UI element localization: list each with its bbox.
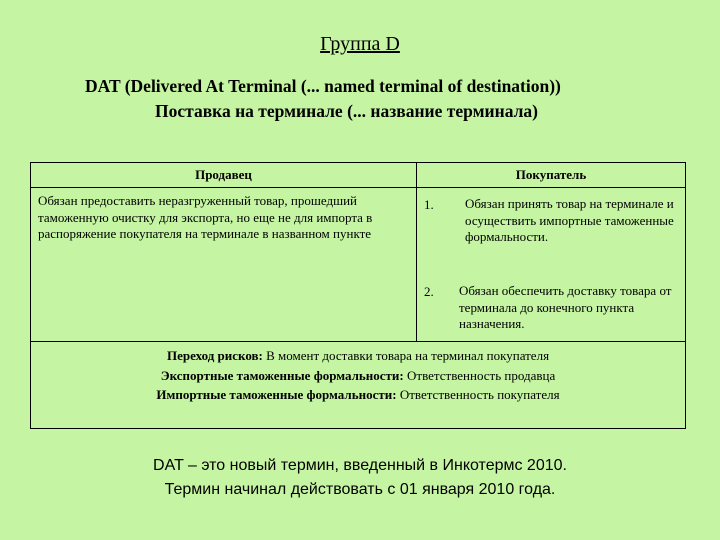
export-formalities-line (31, 368, 685, 384)
buyer-item-number: 2. (424, 284, 434, 299)
obligations-table (30, 162, 686, 429)
header-divider (31, 187, 685, 188)
footer-note-line: DAT – это новый термин, введенный в Инкотермс 2010. (153, 457, 567, 474)
buyer-obligation-item: Обязан обеспечить доставку товара от терминала до конечного пункта назначения. (459, 283, 672, 331)
risk-transfer-line (31, 348, 685, 364)
risk-transfer-label: Переход рисков: (166, 348, 263, 363)
slide-title: Группа D (320, 33, 400, 55)
export-formalities-label: Экспортные таможенные формальности: (160, 368, 404, 383)
seller-obligation: Обязан предоставить неразгруженный товар, прошедший таможенную очистку для экспорта, но еще не для импорта в распоряжение покупателя на терминале в названном пункте (38, 193, 373, 241)
term-heading-english: DAT (Delivered At Terminal (... named terminal of destination)) (85, 76, 561, 96)
body-divider (31, 341, 685, 342)
import-formalities-label: Импортные таможенные формальности: (156, 387, 397, 402)
export-formalities-value: Ответственность продавца (403, 368, 556, 383)
buyer-obligation-item: Обязан принять товар на терминале и осуществить импортные таможенные формальности. (465, 196, 674, 244)
column-divider (416, 163, 417, 341)
term-heading-russian: Поставка на терминале (... название терминала) (155, 101, 538, 121)
risk-transfer-value: В момент доставки товара на терминал покупателя (262, 348, 550, 363)
import-formalities-line (31, 387, 685, 403)
seller-column-header: Продавец (195, 167, 252, 182)
import-formalities-value: Ответственность покупателя (396, 387, 560, 402)
footer-note-line: Термин начинал действовать с 01 января 2010 года. (164, 481, 556, 498)
buyer-column-header: Покупатель (515, 167, 587, 182)
buyer-item-number: 1. (424, 197, 434, 212)
